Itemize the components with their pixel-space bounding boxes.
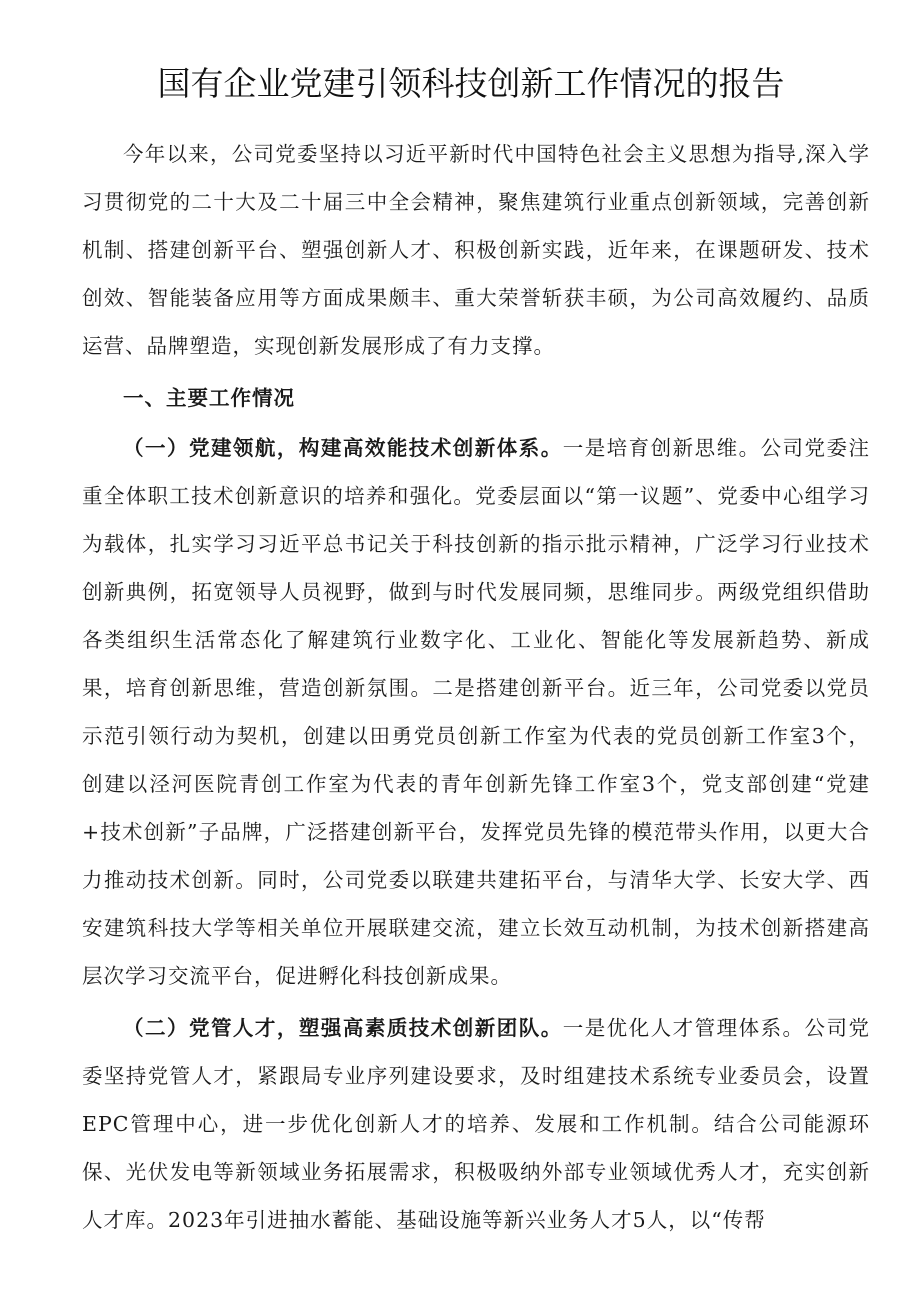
paragraph-lead-text: （二）党管人才，塑强高素质技术创新团队。: [123, 1016, 563, 1040]
intro-paragraph: 今年以来，公司党委坚持以习近平新时代中国特色社会主义思想为指导,深入学习贯彻党的二十大及二十届三中全会精神，聚焦建筑行业重点创新领域，完善创新机制、搭建创新平台、塑强创新人才、积极创新实践，近年来，在课题研发、技术创效、智能装备应用等方面成果颇丰、重大荣誉斩获丰硕，为公司高效履约、品质运营、品牌塑造，实现创新发展形成了有力支撑。: [82, 142, 870, 358]
document-title: 国有企业党建引领科技创新工作情况的报告: [157, 64, 785, 103]
paragraph-lead-text: （一）党建领航，构建高效能技术创新体系。: [123, 436, 563, 460]
paragraph-body-text: 一是培育创新思维。公司党委注重全体职工技术创新意识的培养和强化。党委层面以“第一议题”、党委中心组学习为载体，扎实学习习近平总书记关于科技创新的指示批示精神，广泛学习行业技术创新典例，拓宽领导人员视野，做到与时代发展同频，思维同步。两级党组织借助各类组织生活常态化了解建筑行业数字化、工业化、智能化等发展新趋势、新成果，培育创新思维，营造创新氛围。二是搭建创新平台。近三年，公司党委以党员示范引领行动为契机，创建以田勇党员创新工作室为代表的党员创新工作室3个，创建以泾河医院青创工作室为代表的青年创新先锋工作室3个，党支部创建“党建+技术创新”子品牌，广泛搭建创新平台，发挥党员先锋的模范带头作用，以更大合力推动技术创新。同时，公司党委以联建共建拓平台，与清华大学、长安大学、西安建筑科技大学等相关单位开展联建交流，建立长效互动机制，为技术创新搭建高层次学习交流平台，促进孵化科技创新成果。: [82, 436, 871, 988]
paragraph-party-leadership: [82, 424, 870, 1000]
paragraph-body-text: 一是优化人才管理体系。公司党委坚持党管人才，紧跟局专业序列建设要求，及时组建技术系统专业委员会，设置EPC管理中心，进一步优化创新人才的培养、发展和工作机制。结合公司能源环保、光伏发电等新领域业务拓展需求，积极吸纳外部专业领域优秀人才，充实创新人才库。2023年引进抽水蓄能、基础设施等新兴业务人才5人，以“传帮: [82, 1016, 871, 1232]
paragraph-talent-management: [82, 1004, 870, 1244]
section-heading-main-work: 一、主要工作情况: [123, 386, 295, 410]
